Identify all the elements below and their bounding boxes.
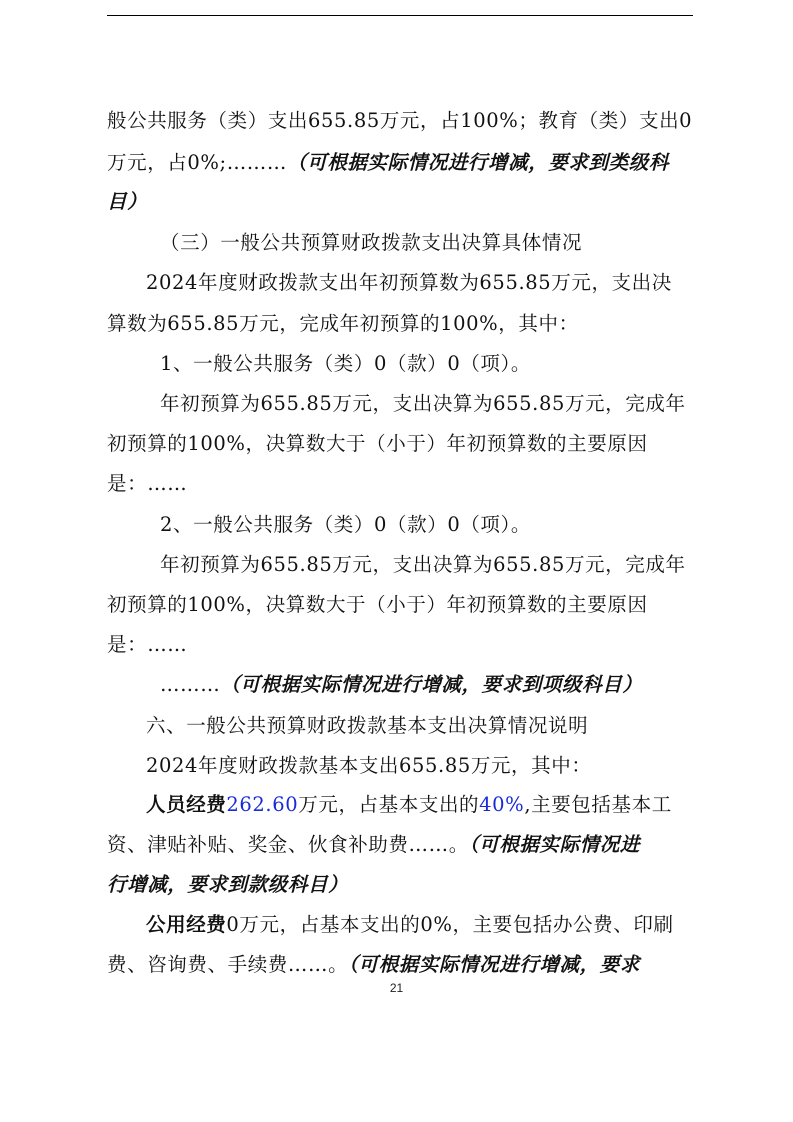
text-line: 年初预算为655.85万元，支出决算为655.85万元，完成年 xyxy=(160,392,686,415)
editor-note: 目） xyxy=(107,190,148,213)
text-line xyxy=(160,672,642,698)
section-heading: 六、一般公共预算财政拨款基本支出决算情况说明 xyxy=(146,714,589,737)
text-line: 初预算的100%，决算数大于（小于）年初预算数的主要原因 xyxy=(107,593,648,616)
personnel-cost-label: 人员经费 xyxy=(146,793,227,816)
text-run: 万元，占0%;……… xyxy=(107,151,288,174)
text-line xyxy=(146,912,674,938)
text-run: 0万元，占基本支出的0%，主要包括办公费、印刷 xyxy=(226,913,674,936)
text-run: 资、津贴补贴、奖金、伙食补助费……。 xyxy=(107,833,469,856)
editor-note: （可根据实际情况进行增减，要求 xyxy=(348,953,640,976)
page-number: 21 xyxy=(389,981,404,995)
text-line xyxy=(146,792,672,818)
text-run: 费、咨询费、手续费……。 xyxy=(107,953,349,976)
text-line: 是：…… xyxy=(107,472,188,495)
text-line: 年初预算为655.85万元，支出决算为655.85万元，完成年 xyxy=(160,553,686,576)
header-rule xyxy=(107,15,693,16)
editor-note: （可根据实际情况进 xyxy=(468,833,640,856)
text-line: 2024年度财政拨款基本支出655.85万元，其中： xyxy=(146,754,592,777)
text-line xyxy=(107,150,669,176)
personnel-cost-percent: 40% xyxy=(479,793,525,816)
text-line: 初预算的100%，决算数大于（小于）年初预算数的主要原因 xyxy=(107,432,648,455)
personnel-cost-amount: 262.60 xyxy=(226,793,299,816)
text-run: ,主要包括基本工 xyxy=(524,793,672,816)
text-run: ……… xyxy=(160,673,221,696)
public-cost-label: 公用经费 xyxy=(146,913,227,936)
text-line: 般公共服务（类）支出655.85万元，占100%；教育（类）支出0 xyxy=(107,109,693,132)
editor-note: 行增减，要求到款级科目） xyxy=(107,873,349,896)
editor-note: （可根据实际情况进行增减，要求到类级科 xyxy=(287,151,669,174)
text-line: 是：…… xyxy=(107,633,188,656)
text-line xyxy=(107,952,640,978)
item-heading: 1、一般公共服务（类）0（款）0（项）。 xyxy=(160,352,531,375)
text-run: 万元，占基本支出的 xyxy=(298,793,480,816)
item-heading: 2、一般公共服务（类）0（款）0（项）。 xyxy=(160,513,531,536)
editor-note: （可根据实际情况进行增减，要求到项级科目） xyxy=(220,673,643,696)
text-line: 2024年度财政拨款支出年初预算数为655.85万元，支出决 xyxy=(146,271,672,294)
section-heading: （三）一般公共预算财政拨款支出决算具体情况 xyxy=(160,231,583,254)
text-line xyxy=(107,832,640,858)
text-line: 算数为655.85万元，完成年初预算的100%，其中： xyxy=(107,312,579,335)
